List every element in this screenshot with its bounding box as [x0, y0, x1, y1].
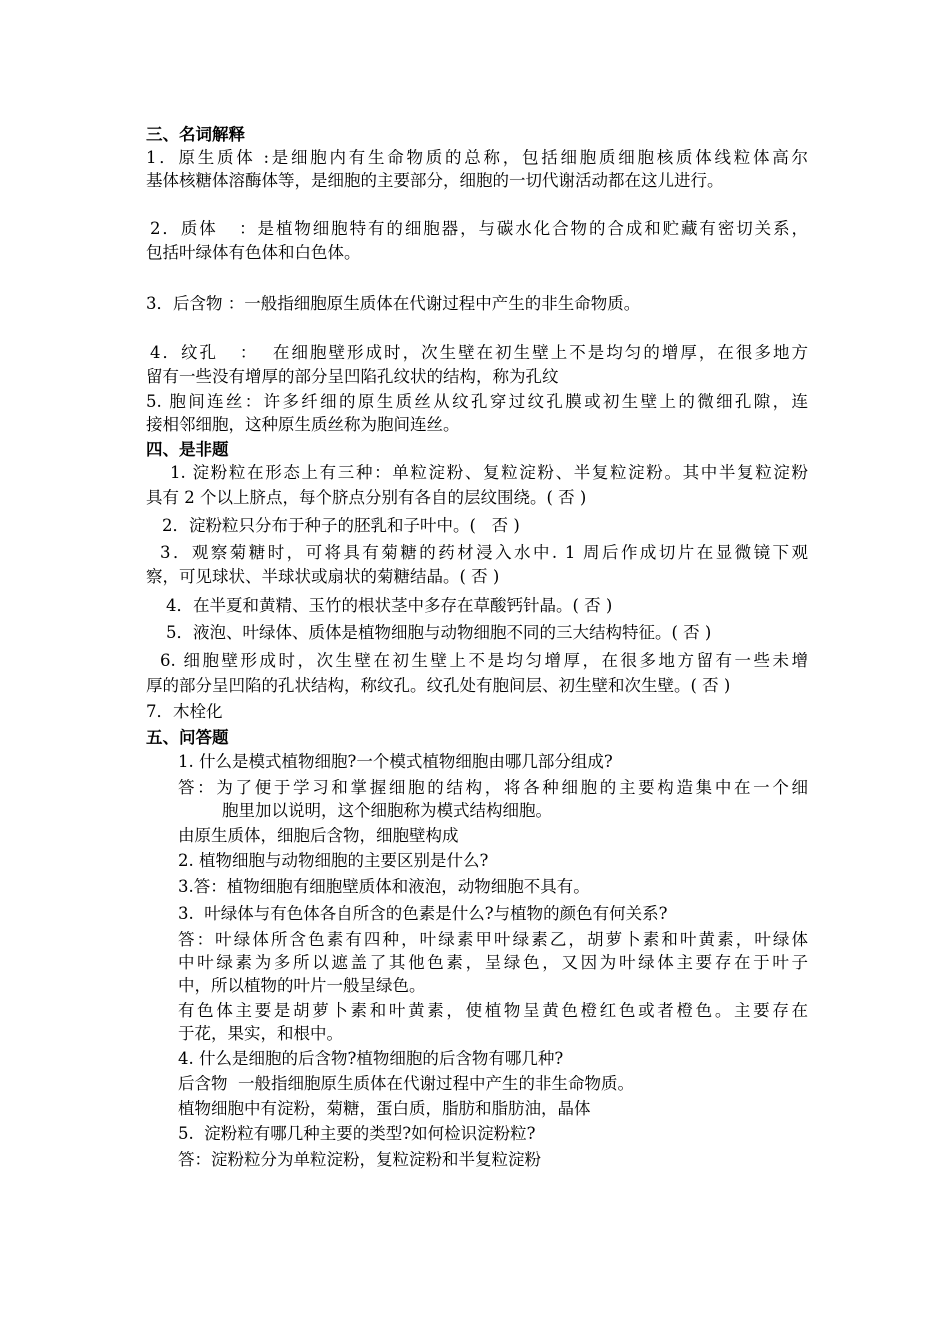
section-heading-true-false: 四、是非题 — [146, 440, 229, 459]
qa-answer-3-line-2: 中叶绿素为多所以遮盖了其他色素，呈绿色，又因为叶绿体主要存在于叶子 — [178, 953, 808, 972]
tf-item-3-line-2: 察，可见球状、半球状或扇状的菊糖结晶。( 否 ) — [146, 567, 500, 586]
tf-item-6-line-1: 6. 细胞壁形成时，次生壁在初生壁上不是均匀增厚，在很多地方留有一些未增 — [160, 651, 808, 670]
tf-item-2: 2．淀粉粒只分布于种子的胚乳和子叶中。( 否 ) — [162, 516, 520, 535]
tf-item-5: 5．液泡、叶绿体、质体是植物细胞与动物细胞不同的三大结构特征。( 否 ) — [166, 623, 712, 642]
tf-item-7: 7．木栓化 — [146, 702, 223, 721]
tf-item-3-line-1: 3．观察菊糖时，可将具有菊糖的药材浸入水中. 1 周后作成切片在显微镜下观 — [160, 543, 808, 562]
tf-item-4: 4．在半夏和黄精、玉竹的根状茎中多存在草酸钙针晶。( 否 ) — [166, 596, 613, 615]
qa-answer-1-line-3: 由原生质体，细胞后含物，细胞壁构成 — [178, 826, 459, 845]
tf-item-1-line-2: 具有 2 个以上脐点，每个脐点分别有各自的层纹围绕。( 否 ) — [146, 488, 587, 507]
qa-answer-1-line-2: 胞里加以说明，这个细胞称为模式结构细胞。 — [222, 801, 552, 820]
term-item-1-line-1: 1．原生质体 :是细胞内有生命物质的总称，包括细胞质细胞核质体线粒体高尔 — [146, 148, 808, 167]
qa-answer-5: 答：淀粉粒分为单粒淀粉，复粒淀粉和半复粒淀粉 — [178, 1150, 541, 1169]
qa-question-2: 2. 植物细胞与动物细胞的主要区别是什么? — [178, 851, 489, 870]
qa-answer-3-line-5: 于花，果实，和根中。 — [178, 1024, 343, 1043]
qa-answer-3-line-3: 中，所以植物的叶片一般呈绿色。 — [178, 976, 426, 995]
term-item-1-line-2: 基体核糖体溶酶体等，是细胞的主要部分，细胞的一切代谢活动都在这儿进行。 — [146, 171, 724, 190]
term-item-4-line-1: 4．纹孔 ： 在细胞壁形成时，次生壁在初生壁上不是均匀的增厚，在很多地方 — [150, 343, 808, 362]
term-item-3: 3．后含物 ：一般指细胞原生质体在代谢过程中产生的非生命物质。 — [146, 294, 641, 313]
qa-answer-2: 3.答：植物细胞有细胞壁质体和液泡，动物细胞不具有。 — [178, 877, 590, 896]
term-item-5-line-2: 接相邻细胞，这种原生质丝称为胞间连丝。 — [146, 415, 460, 434]
term-item-4-line-2: 留有一些没有增厚的部分呈凹陷孔纹状的结构，称为孔纹 — [146, 367, 559, 386]
section-heading-qa: 五、问答题 — [146, 728, 229, 747]
qa-answer-4-line-2: 植物细胞中有淀粉，菊糖，蛋白质，脂肪和脂肪油，晶体 — [178, 1099, 591, 1118]
tf-item-6-line-2: 厚的部分呈凹陷的孔状结构，称纹孔。纹孔处有胞间层、初生壁和次生壁。( 否 ) — [146, 676, 731, 695]
qa-question-4: 4. 什么是细胞的后含物?植物细胞的后含物有哪几种? — [178, 1049, 564, 1068]
qa-answer-4-line-1: 后含物 一般指细胞原生质体在代谢过程中产生的非生命物质。 — [178, 1074, 634, 1093]
term-item-2-line-2: 包括叶绿体有色体和白色体。 — [146, 243, 361, 262]
tf-item-1-line-1: 1. 淀粉粒在形态上有三种：单粒淀粉、复粒淀粉、半复粒淀粉。其中半复粒淀粉 — [170, 463, 808, 482]
qa-answer-1-line-1: 答：为了便于学习和掌握细胞的结构，将各种细胞的主要构造集中在一个细 — [178, 778, 808, 797]
qa-question-5: 5. 淀粉粒有哪几种主要的类型?如何检识淀粉粒? — [178, 1124, 536, 1143]
qa-answer-3-line-1: 答：叶绿体所含色素有四种，叶绿素甲叶绿素乙，胡萝卜素和叶黄素，叶绿体 — [178, 930, 808, 949]
qa-question-1: 1. 什么是模式植物细胞?一个模式植物细胞由哪几部分组成? — [178, 752, 613, 771]
term-item-2-line-1: 2．质体 ：是植物细胞特有的细胞器，与碳水化合物的合成和贮藏有密切关系， — [150, 219, 808, 238]
section-heading-terms: 三、名词解释 — [146, 125, 245, 144]
term-item-5-line-1: 5. 胞间连丝：许多纤细的原生质丝从纹孔穿过纹孔膜或初生壁上的微细孔隙，连 — [146, 392, 808, 411]
qa-answer-3-line-4: 有色体主要是胡萝卜素和叶黄素，使植物呈黄色橙红色或者橙色。主要存在 — [178, 1001, 808, 1020]
qa-question-3: 3. 叶绿体与有色体各自所含的色素是什么?与植物的颜色有何关系? — [178, 904, 668, 923]
